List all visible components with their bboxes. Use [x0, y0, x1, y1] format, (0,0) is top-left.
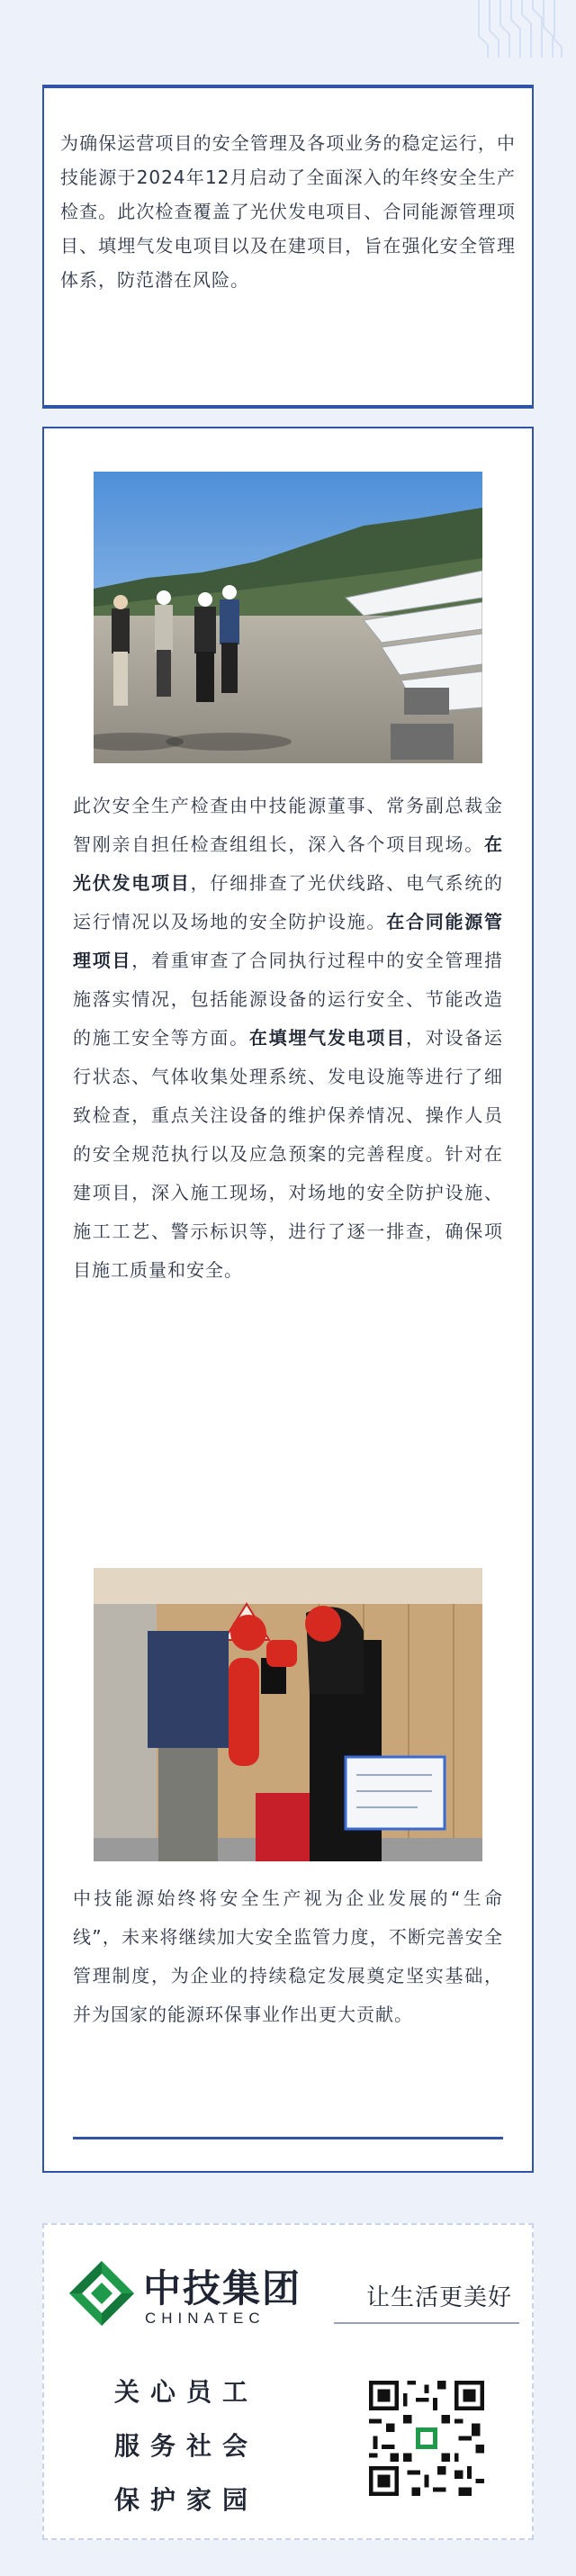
section-divider	[73, 2137, 503, 2139]
motto-line-3: 保护家园	[114, 2485, 259, 2515]
photo-solar-inspection	[94, 472, 482, 763]
article-paragraph-1: 此次安全生产检查由中技能源董事、常务副总裁金智刚亲自担任检查组组长，深入各个项目现场。在光伏发电项目，仔细排查了光伏线路、电气系统的运行情况以及场地的安全防护设施。在合同能源管理项目，着重审查了合同执行过程中的安全管理措施落实情况，包括能源设备的运行安全、节能改造的施工安全等方面。在填埋气发电项目，对设备运行状态、气体收集处理系统、发电设施等进行了细致检查，重点关注设备的维护保养情况、操作人员的安全规范执行以及应急预案的完善程度。针对在建项目，深入施工现场，对场地的安全防护设施、施工工艺、警示标识等，进行了逐一排查，确保项目施工质量和安全。	[73, 795, 504, 1281]
intro-card	[42, 85, 534, 409]
chinatec-logo-icon	[66, 2257, 138, 2329]
decorative-circuit-graphic	[470, 0, 569, 58]
photo-fire-extinguisher-check	[94, 1568, 482, 1861]
motto-line-1: 关心员工	[114, 2377, 259, 2407]
brand-name-cn: 中技集团	[143, 2266, 302, 2310]
slogan-underline	[334, 2322, 519, 2324]
article-card	[42, 427, 534, 2173]
article-paragraph-2: 中技能源始终将安全生产视为企业发展的“生命线”，未来将继续加大安全监管力度，不断完善安全管理制度，为企业的持续稳定发展奠定坚实基础，并为国家的能源环保事业作出更大贡献。	[73, 1887, 503, 2025]
motto-line-2: 服务社会	[114, 2431, 259, 2461]
intro-paragraph: 为确保运营项目的安全管理及各项业务的稳定运行，中技能源于2024年12月启动了全面深入的年终安全生产检查。此次检查覆盖了光伏发电项目、合同能源管理项目、填埋气发电项目以及在建项目，旨在强化安全管理体系，防范潜在风险。	[60, 132, 516, 291]
brand-slogan: 让生活更美好	[366, 2284, 513, 2311]
brand-name-en: CHINATEC	[145, 2310, 266, 2327]
footer-card	[42, 2223, 534, 2540]
qr-code-icon[interactable]	[364, 2376, 489, 2500]
